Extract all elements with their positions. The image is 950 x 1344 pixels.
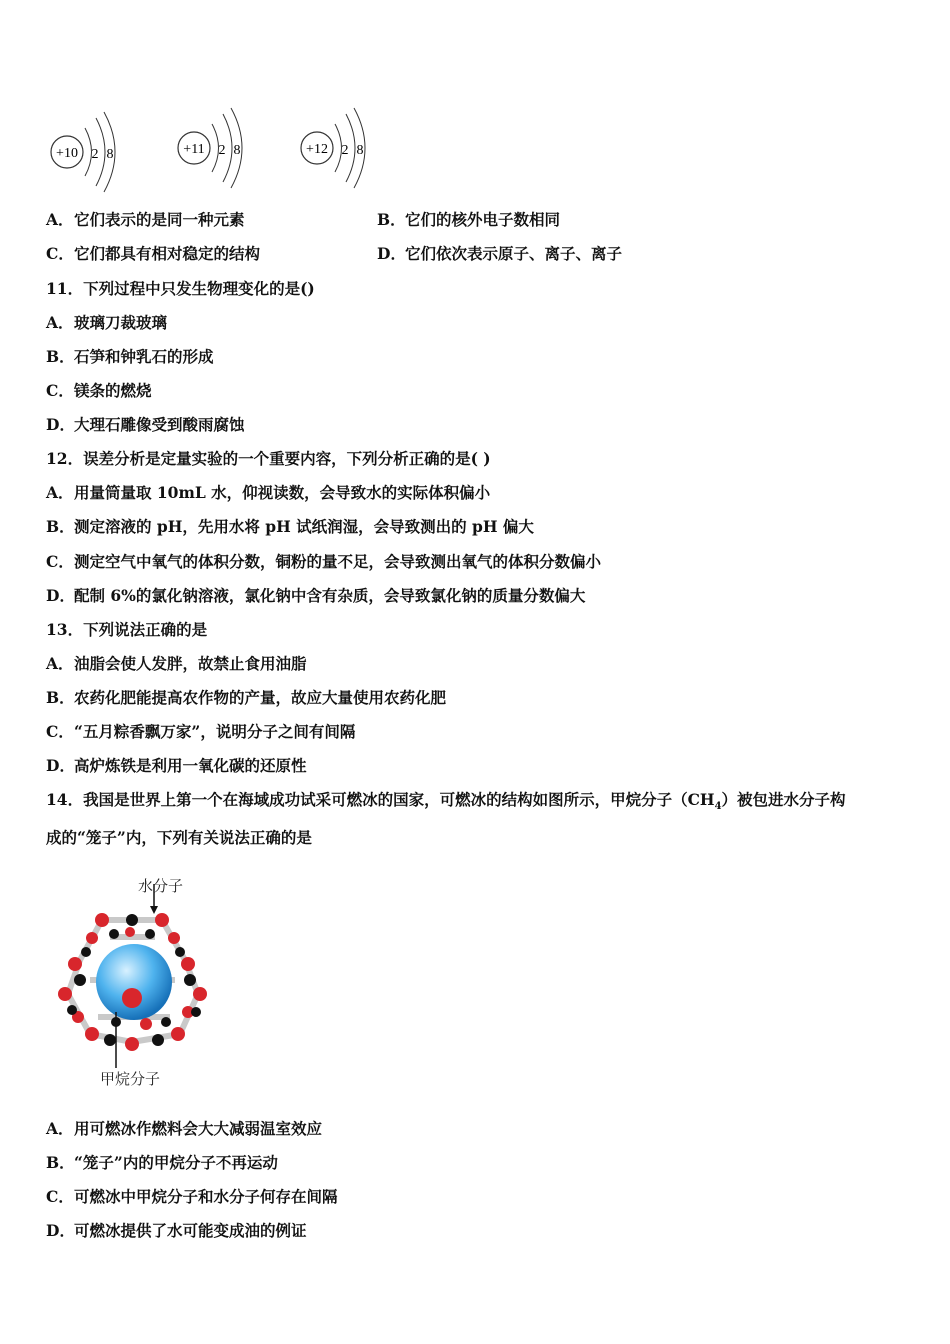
q14-stem-line2: 成的“笼子”内，下列有关说法正确的是 [46, 828, 312, 847]
shell-count-1b: 8 [106, 147, 114, 162]
atom-structure-diagrams [40, 100, 400, 195]
q14-option-b[interactable]: B．“笼子”内的甲烷分子不再运动 [46, 1153, 278, 1172]
q10-option-d[interactable]: D．它们依次表示原子、离子、离子 [377, 244, 623, 263]
methane-hydrate-figure [50, 872, 220, 1092]
nucleus-label-1: +10 [56, 146, 78, 161]
shell-count-1a: 2 [91, 147, 99, 162]
q14-option-c[interactable]: C．可燃冰中甲烷分子和水分子何存在间隔 [46, 1187, 338, 1206]
q11-option-a[interactable]: A．玻璃刀裁玻璃 [46, 313, 168, 332]
q12-option-d[interactable]: D．配制 6%的氯化钠溶液，氯化钠中含有杂质，会导致氯化钠的质量分数偏大 [46, 586, 586, 605]
q12-stem: 12．误差分析是定量实验的一个重要内容，下列分析正确的是( ) [46, 449, 491, 468]
shell-count-3b: 8 [356, 143, 364, 158]
q10-option-a[interactable]: A．它们表示的是同一种元素 [46, 210, 245, 229]
q14-option-d[interactable]: D．可燃冰提供了水可能变成油的例证 [46, 1221, 307, 1240]
q11-option-b[interactable]: B．石笋和钟乳石的形成 [46, 347, 214, 366]
water-molecule-label: 水分子 [138, 877, 184, 895]
q12-option-a[interactable]: A．用量筒量取 10mL 水，仰视读数，会导致水的实际体积偏小 [46, 483, 491, 502]
q12-option-c[interactable]: C．测定空气中氧气的体积分数，铜粉的量不足，会导致测出氧气的体积分数偏小 [46, 552, 602, 571]
q13-option-c[interactable]: C．“五月粽香飘万家”，说明分子之间有间隔 [46, 722, 356, 741]
q13-option-a[interactable]: A．油脂会使人发胖，故禁止食用油脂 [46, 654, 307, 673]
q12-option-b[interactable]: B．测定溶液的 pH，先用水将 pH 试纸润湿，会导致测出的 pH 偏大 [46, 517, 534, 536]
atom-diagram-1 [51, 112, 115, 192]
nucleus-label-2: +11 [183, 142, 205, 157]
q14-option-a[interactable]: A．用可燃冰作燃料会大大减弱温室效应 [46, 1119, 323, 1138]
q14-stem-line1: 14．我国是世界上第一个在海域成功试采可燃冰的国家，可燃冰的结构如图所示，甲烷分子$(CH_4)$被包进水分子构 [46, 790, 846, 813]
q13-stem: 13．下列说法正确的是 [46, 620, 208, 639]
shell-count-2a: 2 [218, 143, 226, 158]
q10-option-b[interactable]: B．它们的核外电子数相同 [377, 210, 561, 229]
methane-molecule-label: 甲烷分子 [100, 1070, 161, 1088]
q10-option-c[interactable]: C．它们都具有相对稳定的结构 [46, 244, 261, 263]
q11-option-c[interactable]: C．镁条的燃烧 [46, 381, 152, 400]
q11-stem: 11．下列过程中只发生物理变化的是() [46, 279, 315, 298]
clathrate-cage-graphic [50, 872, 220, 1092]
q13-option-d[interactable]: D．高炉炼铁是利用一氧化碳的还原性 [46, 756, 307, 775]
q13-option-b[interactable]: B．农药化肥能提高农作物的产量，故应大量使用农药化肥 [46, 688, 447, 707]
q11-option-d[interactable]: D．大理石雕像受到酸雨腐蚀 [46, 415, 245, 434]
atom-diagram-2 [178, 108, 242, 188]
atom-diagram-3 [301, 108, 365, 188]
nucleus-label-3: +12 [306, 142, 328, 157]
shell-count-3a: 2 [341, 143, 349, 158]
shell-count-2b: 8 [233, 143, 241, 158]
